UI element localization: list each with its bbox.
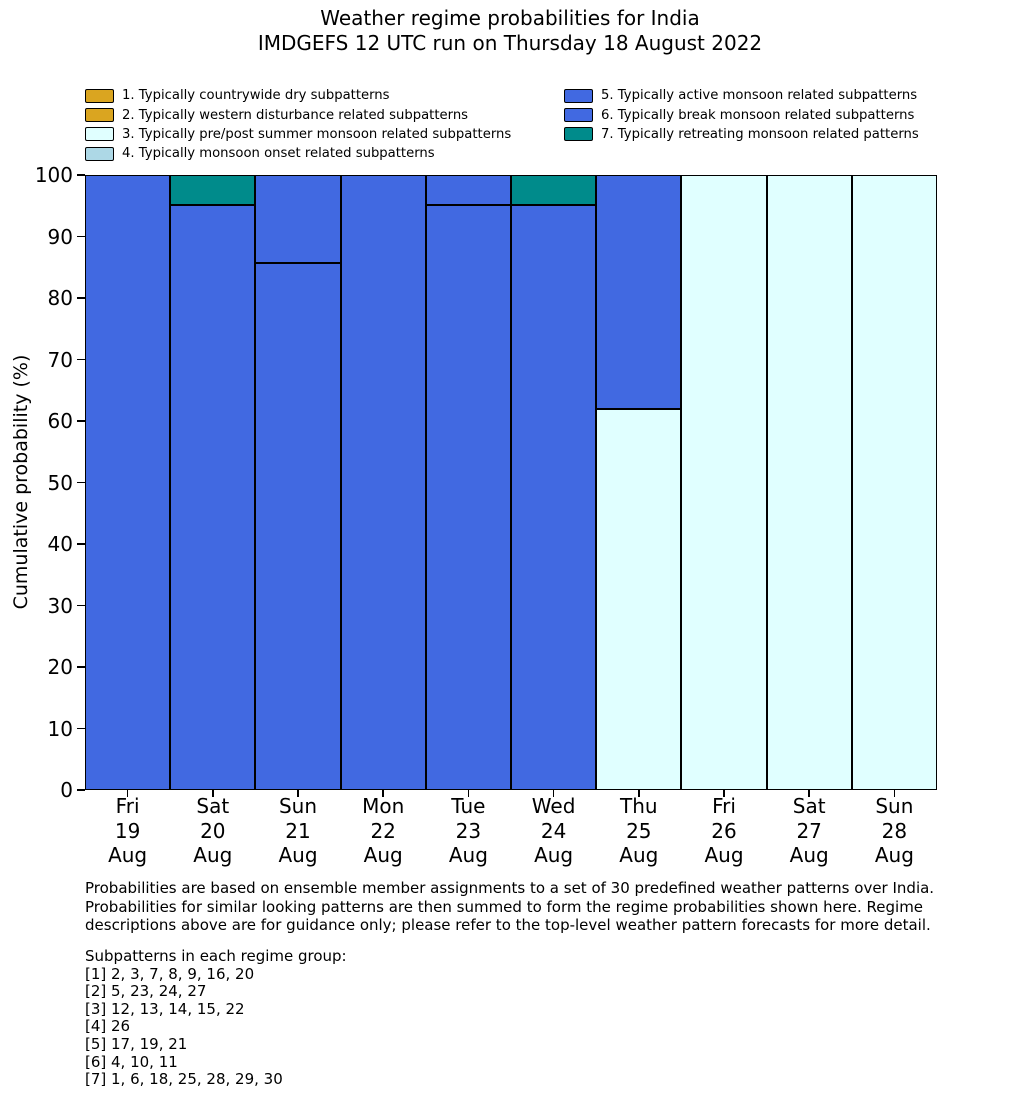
x-tick-label-line: Sun [278, 794, 318, 818]
legend-item [564, 125, 919, 144]
footnote [85, 879, 934, 935]
y-tick [77, 420, 85, 422]
x-tick-label-line: Aug [108, 843, 148, 867]
legend-label: 3. Typically pre/post summer monsoon related subpatterns [122, 126, 512, 142]
y-tick-label: 0 [60, 778, 73, 802]
x-tick-label-line: 19 [114, 818, 141, 843]
legend-swatch-icon [85, 127, 114, 141]
legend-item [85, 144, 511, 163]
y-tick-label: 20 [47, 655, 73, 679]
subpatterns-line: [5] 17, 19, 21 [85, 1034, 188, 1053]
y-tick [77, 174, 85, 176]
x-tick-label [848, 794, 940, 868]
x-tick-label [252, 794, 344, 868]
legend-column-right [564, 86, 919, 144]
y-axis-label: Cumulative probability (%) [10, 354, 32, 610]
legend-swatch-icon [85, 108, 114, 122]
bar-segment [852, 175, 937, 790]
subpatterns-header: Subpatterns in each regime group: [85, 947, 347, 965]
x-tick-label-line: Thu [620, 794, 658, 818]
x-tick-label [763, 794, 855, 868]
x-tick-label-line: 25 [626, 818, 652, 843]
legend-item [564, 86, 919, 105]
legend-label: 6. Typically break monsoon related subpatterns [601, 107, 915, 123]
x-tick-label-line: 20 [200, 818, 226, 843]
bar-segment [767, 175, 852, 790]
chart-title [0, 6, 1020, 55]
x-tick-label-line: 21 [285, 818, 311, 843]
y-tick-label: 10 [47, 716, 73, 741]
bar-segment [255, 263, 340, 790]
y-tick [77, 728, 85, 730]
bar-segment [596, 175, 681, 409]
x-tick-label-line: 26 [711, 818, 737, 843]
x-tick-label-line: 22 [370, 818, 396, 843]
x-tick-label-line: Fri [712, 794, 736, 818]
x-tick-label-line: Aug [789, 843, 829, 867]
footnote-line: Probabilities for similar looking patterns are then summed to form the regime probabilities shown here. Regime [85, 897, 924, 916]
y-tick-label: 90 [47, 224, 73, 249]
y-tick [77, 482, 85, 484]
y-tick [77, 605, 85, 607]
chart-title-line-1: Weather regime probabilities for India [320, 6, 700, 30]
x-tick-label-line: Sun [875, 794, 914, 818]
y-tick-label: 100 [34, 163, 73, 187]
y-tick [77, 543, 85, 545]
y-tick-label: 50 [47, 470, 73, 495]
x-tick-label-line: Aug [193, 843, 233, 867]
legend-label: 5. Typically active monsoon related subpatterns [601, 88, 918, 104]
legend-swatch-icon [564, 108, 593, 122]
y-tick-label: 60 [47, 409, 73, 433]
x-tick-label-line: Sat [792, 794, 826, 818]
legend-item [85, 105, 511, 124]
y-tick [77, 666, 85, 668]
legend-label: 1. Typically countrywide dry subpatterns [122, 88, 390, 104]
legend-label: 2. Typically western disturbance related subpatterns [122, 107, 469, 123]
x-tick-label [678, 794, 770, 868]
x-tick-label [508, 794, 600, 868]
bar-segment [596, 409, 681, 790]
bar-segment [255, 175, 340, 263]
x-tick-label-line: Tue [451, 794, 486, 818]
legend-swatch-icon [85, 147, 114, 161]
y-tick-label: 70 [47, 347, 73, 372]
x-tick-label-line: Aug [534, 843, 574, 867]
y-tick [77, 236, 85, 238]
x-tick-label-line: 27 [796, 818, 822, 843]
bar-segment [170, 175, 255, 205]
bar-segment [426, 205, 511, 790]
subpatterns-line: [2] 5, 23, 24, 27 [85, 982, 207, 1001]
footnote-line: descriptions above are for guidance only; please refer to the top-level weather pattern forecasts for more detail. [85, 916, 931, 935]
x-tick-label-line: Aug [448, 843, 488, 867]
x-tick-label-line: Sat [196, 794, 230, 818]
x-tick-label [337, 794, 429, 868]
legend-column-left [85, 86, 511, 164]
x-tick-label-line: Aug [363, 843, 403, 867]
bar-segment [341, 175, 426, 790]
legend-item [85, 86, 511, 105]
plot-area [85, 175, 937, 790]
x-tick-label-line: 23 [455, 818, 482, 843]
x-tick-label-line: 28 [881, 818, 908, 843]
y-tick-label: 40 [47, 532, 73, 556]
x-tick-label-line: Aug [619, 843, 659, 867]
footnote-line: Probabilities are based on ensemble member assignments to a set of 30 predefined weather patterns over India. [85, 879, 935, 897]
y-tick [77, 359, 85, 361]
y-tick-label: 80 [47, 286, 73, 310]
legend-item [564, 105, 919, 124]
bar-segment [511, 205, 596, 790]
x-tick-label [422, 794, 514, 868]
legend-item [85, 125, 511, 144]
x-tick-label-line: 24 [540, 818, 567, 843]
x-tick-label-line: Wed [531, 794, 576, 818]
y-tick [77, 297, 85, 299]
y-tick-label: 30 [47, 593, 73, 618]
x-tick-label-line: Mon [362, 794, 405, 818]
x-tick-label-line: Aug [278, 843, 318, 867]
subpatterns-list [85, 948, 347, 1089]
subpatterns-line: [3] 12, 13, 14, 15, 22 [85, 999, 245, 1018]
legend-swatch-icon [564, 89, 593, 103]
legend-swatch-icon [85, 89, 114, 103]
y-tick [77, 789, 85, 791]
x-tick-label [593, 794, 685, 868]
bar-segment [85, 175, 170, 790]
legend-label: 7. Typically retreating monsoon related patterns [601, 126, 919, 142]
subpatterns-line: [6] 4, 10, 11 [85, 1052, 178, 1071]
x-tick-label-line: Aug [874, 843, 914, 867]
bar-segment [511, 175, 596, 205]
bar-segment [426, 175, 511, 205]
bar-segment [681, 175, 766, 790]
subpatterns-line: [1] 2, 3, 7, 8, 9, 16, 20 [85, 964, 255, 983]
subpatterns-line: [7] 1, 6, 18, 25, 28, 29, 30 [85, 1070, 283, 1089]
x-tick-label [167, 794, 259, 868]
bar-segment [170, 205, 255, 790]
chart-title-line-2: IMDGEFS 12 UTC run on Thursday 18 August 2022 [257, 30, 763, 55]
legend-label: 4. Typically monsoon onset related subpatterns [122, 146, 435, 162]
x-tick-label-line: Aug [704, 843, 744, 867]
subpatterns-line: [4] 26 [85, 1017, 131, 1036]
x-tick-label-line: Fri [115, 794, 140, 818]
x-tick-label [82, 794, 174, 868]
legend-swatch-icon [564, 127, 593, 141]
